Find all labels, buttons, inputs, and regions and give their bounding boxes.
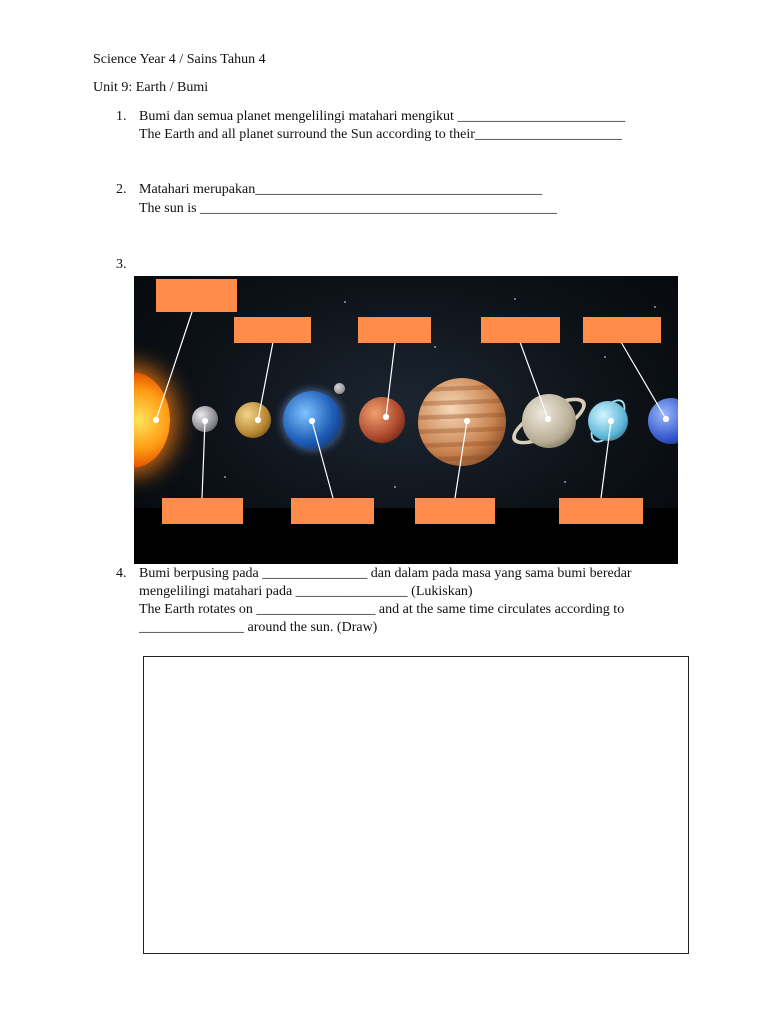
pointer-dot-mars — [384, 415, 389, 420]
pointer-line-uranus — [601, 421, 611, 498]
question-4-number: 4. — [116, 566, 127, 581]
pointer-dot-uranus — [609, 419, 614, 424]
pointer-line-mercury — [202, 421, 205, 498]
pointer-line-mars — [386, 342, 395, 417]
question-3-number: 3. — [116, 257, 127, 272]
question-4-english-line-2: _______________ around the sun. (Draw) — [139, 620, 378, 635]
pointer-dot-earth — [310, 419, 315, 424]
question-4-malay-line-2: mengelilingi matahari pada ________________ (Lukiskan) — [139, 584, 473, 599]
pointer-dot-neptune — [664, 417, 669, 422]
question-2-malay: Matahari merupakan_________________________________________ — [139, 182, 543, 197]
pointer-dot-sun — [154, 418, 159, 423]
pointer-line-saturn — [520, 342, 548, 419]
question-2-english: The sun is ___________________________________________________ — [139, 201, 558, 216]
solar-system-image — [134, 276, 678, 564]
pointer-line-venus — [258, 342, 273, 420]
pointer-line-jupiter — [455, 421, 467, 498]
pointer-dot-venus — [256, 418, 261, 423]
pointer-dot-jupiter — [465, 419, 470, 424]
pointer-dot-mercury — [203, 419, 208, 424]
question-1-malay: Bumi dan semua planet mengelilingi matahari mengikut ________________________ — [139, 109, 626, 124]
question-4-malay-line-1: Bumi berpusing pada _______________ dan dalam pada masa yang sama bumi beredar — [139, 566, 632, 581]
pointer-line-neptune — [621, 342, 666, 419]
drawing-area[interactable] — [143, 656, 689, 954]
pointer-line-sun — [156, 312, 192, 420]
pointer-dot-saturn — [546, 417, 551, 422]
label-box-sun[interactable] — [156, 279, 237, 312]
label-box-earth[interactable] — [291, 498, 374, 524]
question-1-english: The Earth and all planet surround the Sun according to their_____________________ — [139, 127, 622, 142]
question-4-english-line-1: The Earth rotates on _________________ and at the same time circulates according to — [139, 602, 625, 617]
worksheet-subject: Science Year 4 / Sains Tahun 4 — [93, 52, 266, 67]
label-box-neptune[interactable] — [583, 317, 661, 343]
worksheet-unit: Unit 9: Earth / Bumi — [93, 80, 209, 95]
label-box-venus[interactable] — [234, 317, 311, 343]
label-box-mars[interactable] — [358, 317, 431, 343]
question-2-number: 2. — [116, 182, 127, 197]
label-box-uranus[interactable] — [559, 498, 643, 524]
label-box-saturn[interactable] — [481, 317, 560, 343]
label-box-mercury[interactable] — [162, 498, 243, 524]
pointer-line-earth — [312, 421, 333, 498]
label-box-jupiter[interactable] — [415, 498, 495, 524]
question-1-number: 1. — [116, 109, 127, 124]
